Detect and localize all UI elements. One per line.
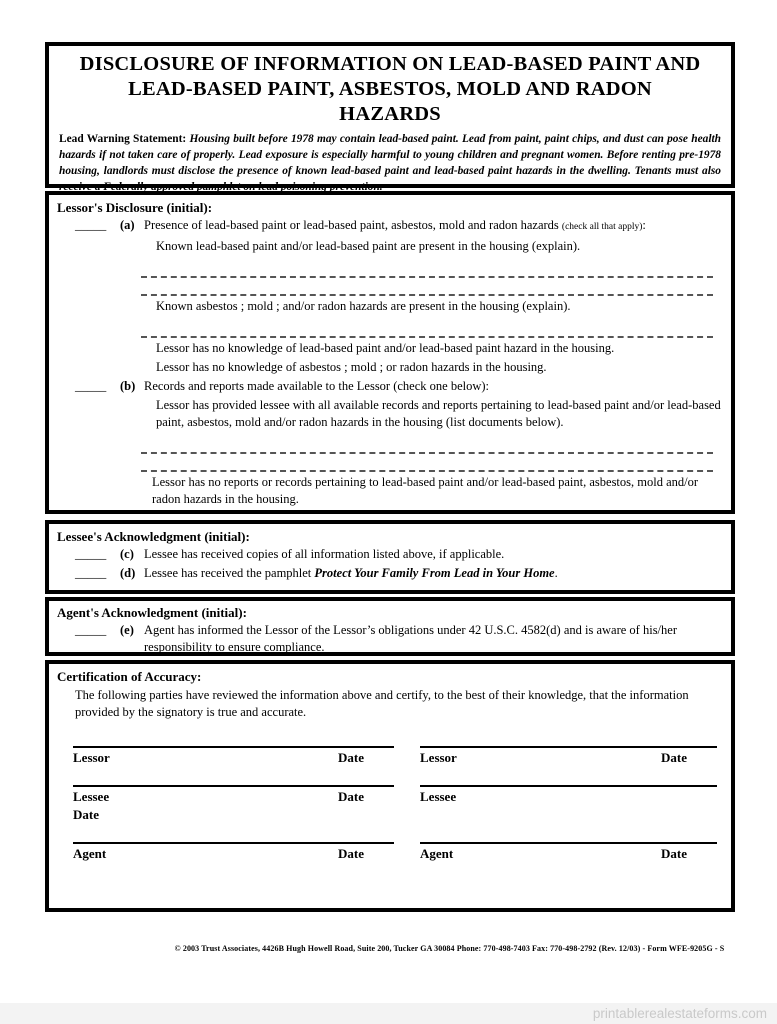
initial-blank-d: _____ [75,566,107,580]
explain-line-1 [141,255,713,278]
agent-acknowledgment-section [45,597,735,656]
clause-b-label: (b) [120,379,136,393]
signature-role-label: Lessor [73,750,110,765]
signature-block-lessor-left [73,746,394,766]
clause-b-text: Records and reports made available to the Lessor (check one below): [144,379,490,393]
date-label: Date [338,750,364,765]
title-section [45,42,735,193]
clause-b [57,378,723,395]
certification-section [45,660,735,912]
lessor-disclosure-heading: Lessor's Disclosure (initial): [57,200,213,215]
clause-c-label: (c) [120,547,134,561]
initial-blank-e: _____ [75,623,107,637]
certification-text: The following parties have reviewed the information above and certify, to the best of their knowledge, that the information provided by the signatory is true and accurate. [75,688,689,719]
lessor-disclosure-section [45,191,735,514]
clause-d [57,565,723,582]
date-label-wrapped: Date [73,807,99,822]
no-knowledge-lead-statement: Lessor has no knowledge of lead-based paint and/or lead-based paint hazard in the housing. [156,341,615,355]
explain-line-2 [141,278,713,296]
lessee-acknowledgment-heading: Lessee's Acknowledgment (initial): [57,529,250,544]
clause-a [57,217,723,236]
signature-line [73,842,394,844]
page-title: DISCLOSURE OF INFORMATION ON LEAD-BASED PAINT AND [79,53,701,75]
signature-line [420,842,717,844]
page-title-line3: HAZARDS [339,103,441,125]
records-provided-statement: Lessor has provided lessee with all available records and reports pertaining to lead-based paint and/or lead-based paint, asbestos, mold and/or radon hazards in the housing (list documents below). [156,398,721,429]
certification-heading: Certification of Accuracy: [57,669,202,684]
known-lead-statement: Known lead-based paint and/or lead-based paint are present in the housing (explain). [156,239,581,253]
clause-d-label: (d) [120,566,136,580]
page-title-line2: LEAD-BASED PAINT, ASBESTOS, MOLD AND RADON [128,78,652,100]
signature-role-label: Lessee [73,789,110,804]
check-all-note: (check all that apply) [561,222,643,232]
signature-line [73,746,394,748]
signature-line [420,785,717,787]
footer-credits: © 2003 Trust Associates, 4426B Hugh Howell Road, Suite 200, Tucker GA 30084 Phone: 770-498-7403 Fax: 770-498-2792 (Rev. 12/03) - Form WFE-9205G - S [174,944,725,953]
lead-warning-label: Lead Warning Statement: [59,133,187,145]
watermark-text: printablerealestateforms.com [592,1006,767,1021]
clause-e [57,622,723,656]
no-knowledge-asbestos-statement: Lessor has no knowledge of asbestos ; mold ; or radon hazards in the housing. [156,360,547,374]
date-label: Date [661,846,687,861]
signature-role-label: Agent [420,846,454,861]
documents-line-1 [141,431,713,454]
signature-grid [73,746,723,862]
clause-c-text: Lessee has received copies of all information listed above, if applicable. [144,547,505,561]
pamphlet-title: Protect Your Family From Lead in Your Home [314,566,555,580]
lead-warning-text: Housing built before 1978 may contain lead-based paint. Lead from paint, paint chips, and dust can pose health hazards if not taken care of properly. Lead exposure is especially harmful to young children and pregnant women. Before renting pre-1978 housing, landlords must disclose the presence of known lead-based paint and lead-based paint hazards in the dwelling. Tenants must also receive a Federally approved pamphlet on lead poisoning prevention. [59,133,721,193]
date-label: Date [661,750,687,765]
initial-blank-a: _____ [75,218,107,232]
signature-role-label: Lessee [420,789,457,804]
signature-block-agent-right [420,842,717,862]
date-label: Date [338,789,364,804]
clause-e-label: (e) [120,623,134,637]
signature-block-lessee-right [420,785,717,823]
clause-d-text: Lessee has received the pamphlet Protect Your Family From Lead in Your Home. [144,566,558,580]
signature-role-label: Agent [73,846,107,861]
signature-line [73,785,394,787]
clause-a-text: Presence of lead-based paint or lead-based paint, asbestos, mold and radon hazards (check all that apply): [144,218,646,232]
lessee-acknowledgment-section [45,520,735,594]
no-reports-statement: Lessor has no reports or records pertaining to lead-based paint and/or lead-based paint, asbestos, mold and/or radon hazards in the housing. [152,475,699,506]
known-asbestos-statement: Known asbestos ; mold ; and/or radon hazards are present in the housing (explain). [156,299,571,313]
clause-c [57,546,723,563]
clause-e-text: Agent has informed the Lessor of the Lessor’s obligations under 42 U.S.C. 4582(d) and is aware of his/her responsibility to ensure compliance. [144,623,677,654]
clause-a-label: (a) [120,218,135,232]
initial-blank-b: _____ [75,379,107,393]
signature-role-label: Lessor [420,750,457,765]
agent-acknowledgment-heading: Agent's Acknowledgment (initial): [57,605,247,620]
watermark-bar [0,1003,777,1024]
date-label: Date [338,846,364,861]
lead-warning-statement [59,131,721,195]
documents-line-2 [141,454,713,472]
signature-block-agent-left [73,842,394,862]
signature-line [420,746,717,748]
explain-line-3 [141,315,713,338]
initial-blank-c: _____ [75,547,107,561]
signature-block-lessee-left [73,785,394,823]
signature-block-lessor-right [420,746,717,766]
